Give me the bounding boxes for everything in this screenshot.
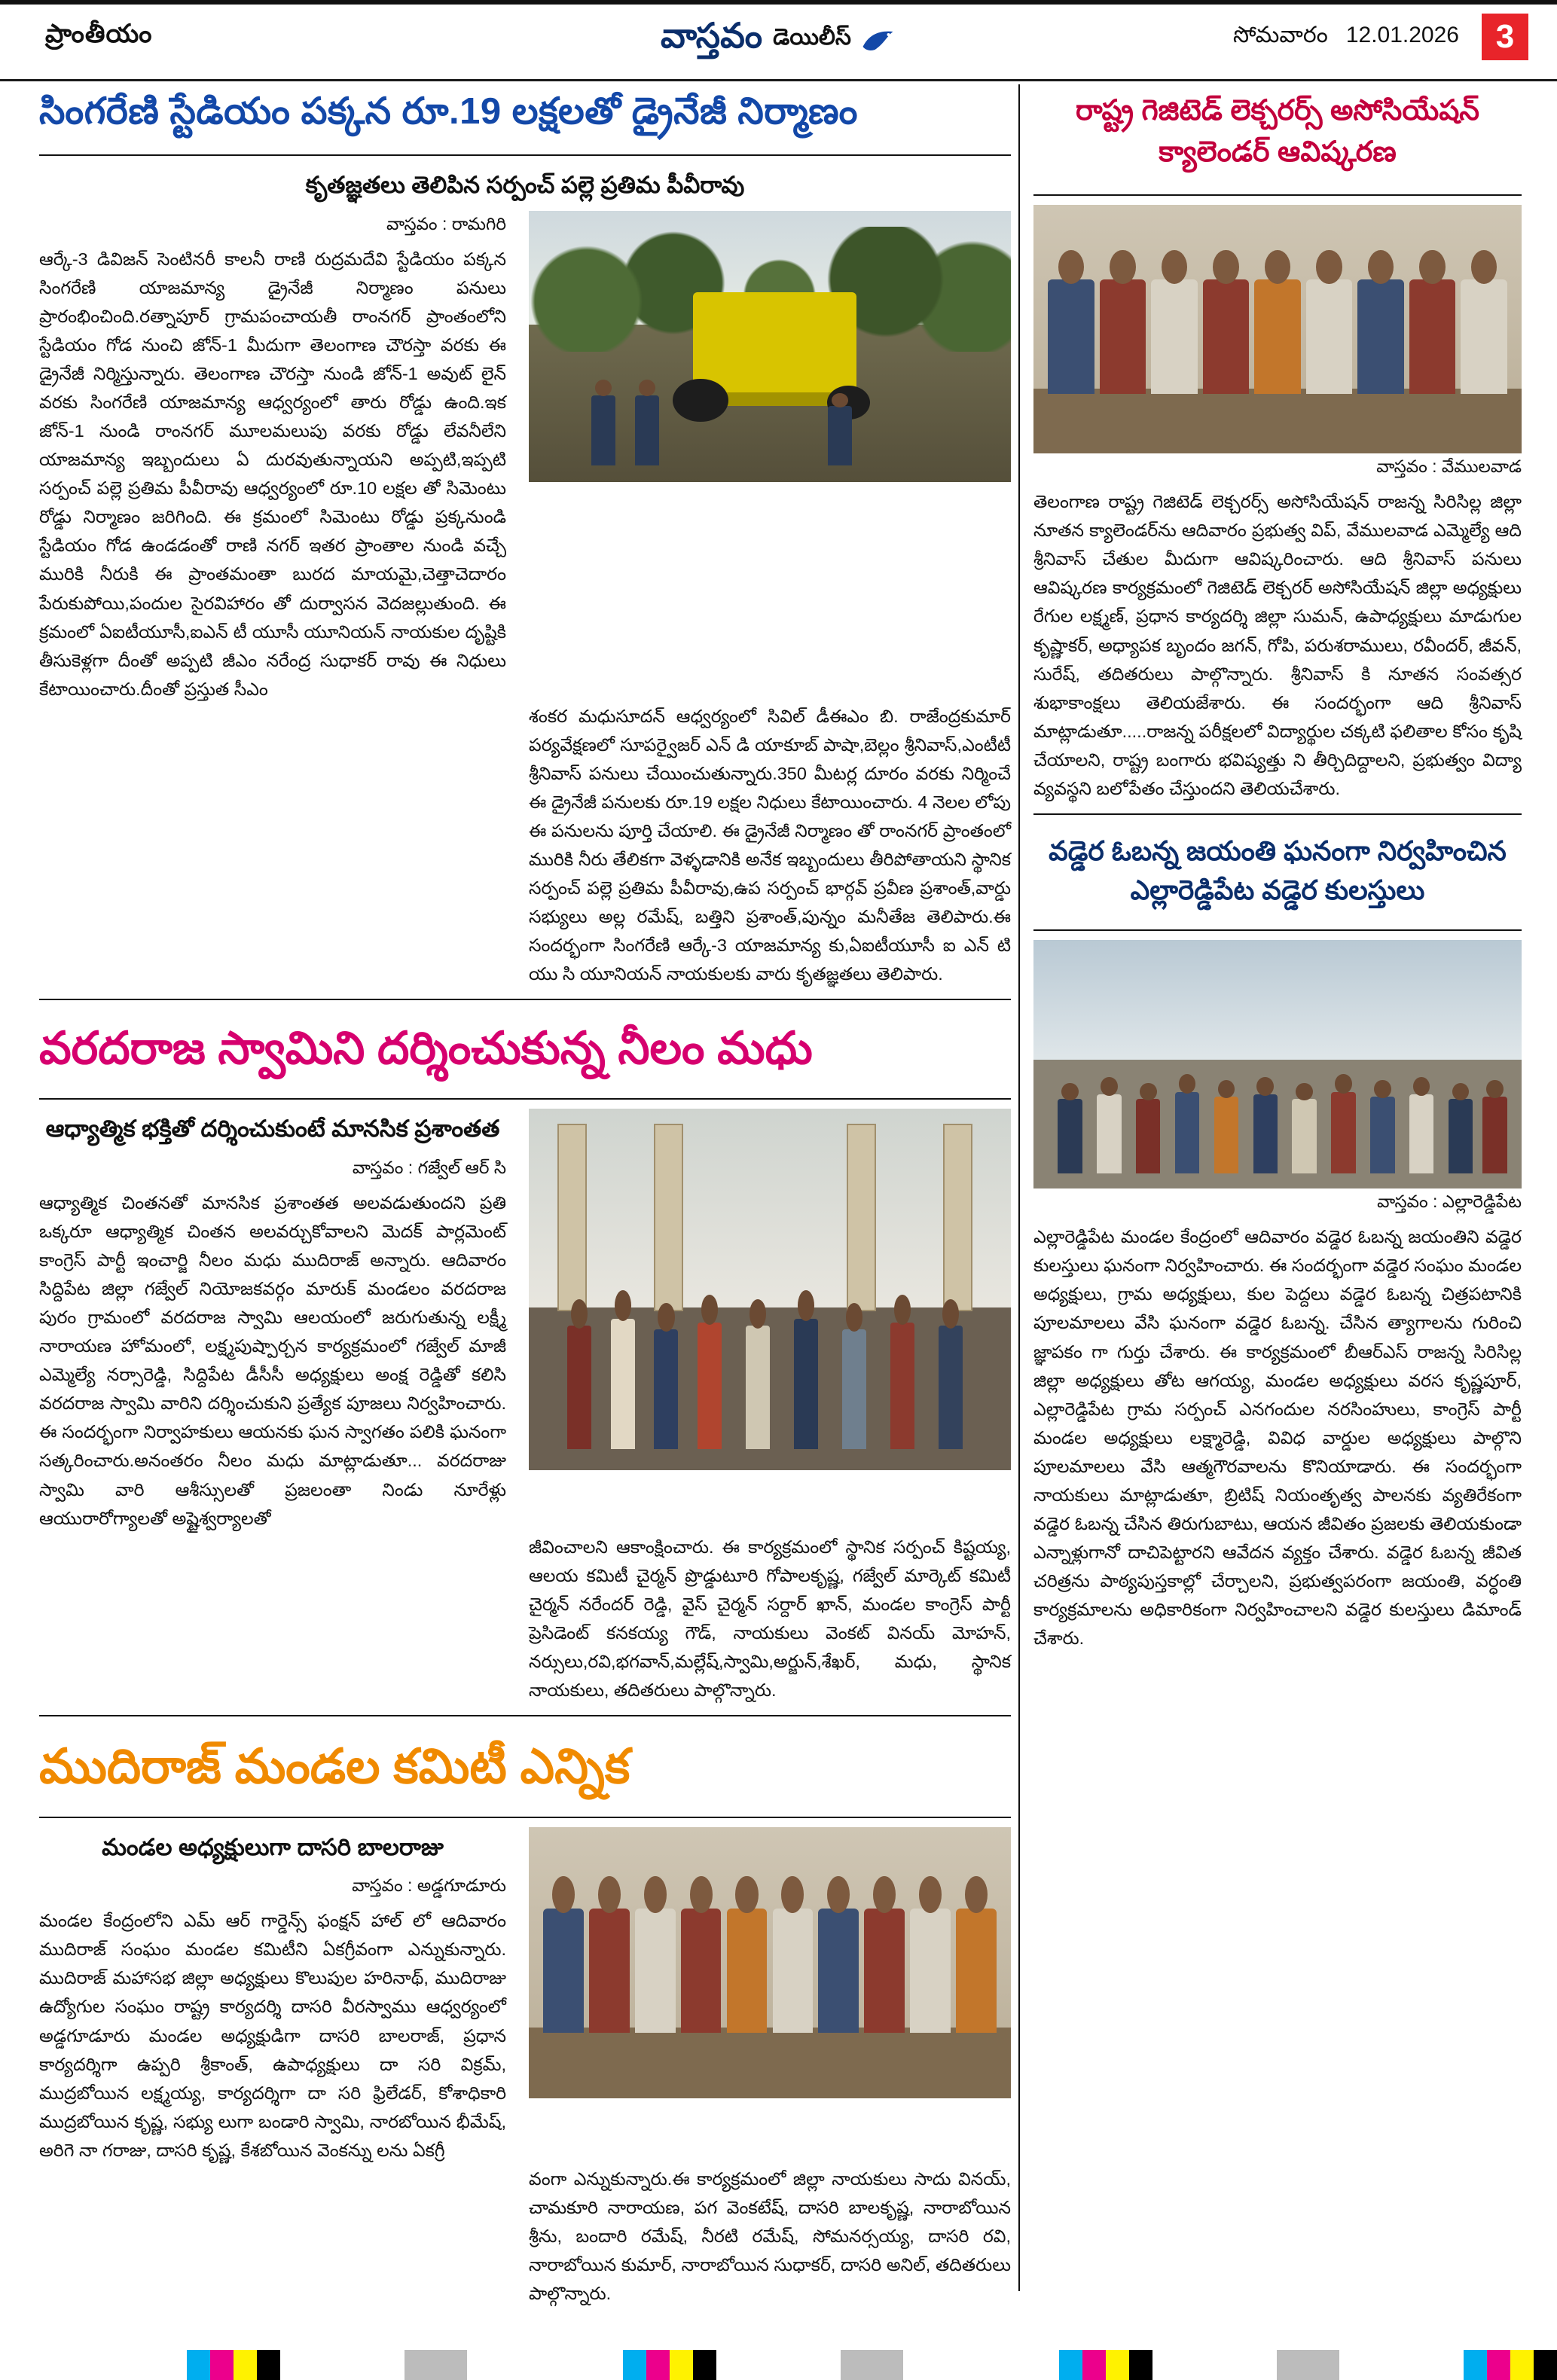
paper-subtitle: డెయిలీస్ xyxy=(773,24,851,50)
article-varadaraja-byline: వాస్తవం : గజ్వేల్ ఆర్ సి xyxy=(352,1157,506,1177)
right-column xyxy=(1033,84,1522,1652)
rule xyxy=(39,999,1011,1000)
paper-title: వాస్తవం xyxy=(661,16,763,55)
article-calendar-headline: రాష్ట్ర గెజిటెడ్ లెక్చరర్స్ అసోసియేషన్ క్యాలెండర్ ఆవిష్కరణ xyxy=(1076,95,1479,169)
article-obanna-body: ఎల్లారెడ్డిపేట మండల కేంద్రంలో ఆదివారం వడ్డెర ఓబన్న జయంతిని వడ్డెర కులస్తులు ఘనంగా నిర్వహించారు. ఈ సందర్భంగా వడ్డెర సంఘం మండల అధ్యక్షులు, గ్రామ అధ్యక్షులు, కుల పెద్దలు వడ్డెర ఓబన్న చిత్రపటానికి పూలమాలలు వేసి ఘనంగా వడ్డెర ఓబన్న. చేసిన త్యాగాలను గురించి జ్ఞాపకం గా గుర్తు చేశారు. ఈ కార్యక్రమంలో బీఆర్ఎస్ రాజన్న సిరిసిల్ల జిల్లా అధ్యక్షులు తోట ఆగయ్య, మండల అధ్యక్షులు వరస కృష్ణపూర్, ఎల్లారెడ్డిపేట గ్రామ సర్పంచ్ ఎనగందుల నరసింహులు, కాంగ్రెస్ పార్టీ మండల అధ్యక్షులు లక్ష్మారెడ్డి, వివిధ వార్డుల అధ్యక్షులు పాల్గొని పూలమాలలు వేసి ఆత్మగౌరవాలను కొనియాడారు. ఈ సందర్భంగా నాయకులు మాట్లాడుతూ, బ్రిటిష్ నియంతృత్వ పాలనకు వ్యతిరేకంగా వడ్డెర ఓబన్న చేసిన తిరుగుబాటు, ఆయన జీవితం ప్రజలకు తెలియకుండా ఎన్నాళ్లుగానో దాచిపెట్టారని ఆవేదన వ్యక్తం చేశారు. వడ్డెర ఓబన్న జీవిత చరిత్రను పాఠ్యపుస్తకాల్లో చేర్చాలని, ప్రభుత్వపరంగా జయంతి, వర్ధంతి కార్యక్రమాలను అధికారికంగా నిర్వహించాలని వడ్డెర కులస్తులు డిమాండ్ చేశారు. xyxy=(1033,1227,1522,1649)
article-calendar-release xyxy=(1033,84,1522,803)
obanna-jayanti-group-photo xyxy=(1033,940,1522,1188)
rule xyxy=(39,1098,1011,1100)
mudiraj-committee-photo xyxy=(529,1827,1011,2098)
weekday-label: సోమవారం xyxy=(1233,23,1328,47)
date-label: 12.01.2026 xyxy=(1345,23,1459,47)
article-drainage-byline: వాస్తవం : రామగిరి xyxy=(386,213,506,233)
article-drainage-headline: సింగరేణి స్టేడియం పక్కన రూ.19 లక్షలతో డ్రైనేజీ నిర్మాణం xyxy=(39,91,858,132)
article-varadaraja-headline: వరదరాజ స్వామిని దర్శించుకున్న నీలం మధు xyxy=(39,1023,813,1074)
print-registration-colorbar xyxy=(0,2350,1557,2380)
rule xyxy=(1033,929,1522,931)
column-divider xyxy=(1018,84,1020,2291)
article-varadaraja-body-1: ఆధ్యాత్మిక చింతనతో మానసిక ప్రశాంతత అలవడుతుందని ప్రతి ఒక్కరూ ఆధ్యాత్మిక చింతన అలవర్చుకోవాలని మెదక్ పార్లమెంట్ కాంగ్రెస్ పార్టీ ఇంచార్జి నీలం మధు ముదిరాజ్ అన్నారు. ఆదివారం సిద్దిపేట జిల్లా గజ్వేల్ నియోజకవర్గం మారుక్ మండలం వరదరాజ పురం గ్రామంలో వరదరాజ స్వామి ఆలయంలో జరుగుతున్న లక్ష్మీ నారాయణ హోమంలో, లక్ష్మపుష్పార్చన కార్యక్రమంలో గజ్వేల్ మాజీ ఎమ్మెల్యే నర్సారెడ్డి, సిద్దిపేట డీసీసీ అధ్యక్షులు అంక్ష రెడ్డితో కలిసి వరదరాజ స్వామి వారిని దర్శించుకుని ప్రత్యేక పూజలు నిర్వహించారు. ఈ సందర్భంగా నిర్వాహకులు ఆయనకు ఘన స్వాగతం పలికి ఘనంగా సత్కరించారు.అనంతరం నీలం మధు మాట్లాడుతూ... వరదరాజు స్వామి వారి ఆశీస్సులతో ప్రజలంతా నిండు నూరేళ్లు ఆయురారోగ్యాలతో అష్టైశ్వర్యాలతో xyxy=(39,1192,506,1528)
article-mudiraj-body-2: వంగా ఎన్నుకున్నారు.ఈ కార్యక్రమంలో జిల్లా నాయకులు సాదు వినయ్, చామకూరి నారాయణ, పగ వెంకటేష్, దాసరి బాలకృష్ణ, నారాబోయిన శ్రీను, బందారి రమేష్, నీరటి రమేష్, సోమనర్సయ్య, దాసరి రవి, నారాబోయిన కుమార్, నారాబోయిన సుధాకర్, దాసరి అనిల్, తదితరులు పాల్గొన్నారు. xyxy=(529,2168,1011,2304)
article-obanna-byline: వాస్తవం : ఎల్లారెడ్డిపేట xyxy=(1377,1192,1522,1212)
article-drainage-subhead: కృతజ్ఞతలు తెలిపిన సర్పంచ్ పల్లె ప్రతిమ పీవీరావు xyxy=(305,172,745,199)
article-mudiraj-body-1: మండల కేంద్రంలోని ఎమ్ ఆర్ గార్డెన్స్ ఫంక్షన్ హాల్ లో ఆదివారం ముదిరాజ్ సంఘం మండల కమిటీని ఏకగ్రీవంగా ఎన్నుకున్నారు. ముదిరాజ్ మహాసభ జిల్లా అధ్యక్షులు కొలుపుల హరినాథ్, ముదిరాజు ఉద్యోగుల సంఘం రాష్ట్ర కార్యదర్శి దాసరి వీరస్వాము ఆధ్వర్యంలో అడ్డగూడూరు మండల అధ్యక్షుడిగా దాసరి బాలరాజ్, ప్రధాన కార్యదర్శిగా ఉప్పరి శ్రీకాంత్, ఉపాధ్యక్షులు దా సరి విక్రమ్, ముద్రబోయిన లక్ష్మయ్య, కార్యదర్శిగా దా సరి ఫ్రిలేడర్, కోశాధికారి ముద్రబోయిన కృష్ణ, సభ్యు లుగా బండారి స్వామి, నారబోయిన భీమేష్, అరిగె నా గరాజు, దాసరి కృష్ణ, కేశబోయిన వెంకన్ను లను ఏకగ్రీ xyxy=(39,1911,506,2160)
masthead xyxy=(0,0,1557,81)
calendar-release-group-photo xyxy=(1033,205,1522,453)
article-mudiraj-byline: వాస్తవం : అడ్డగూడూరు xyxy=(352,1875,506,1896)
section-label: ప్రాంతీయం xyxy=(45,20,153,48)
article-drainage-body-2: శంకర మధుసూదన్ ఆధ్వర్యంలో సివిల్ డీఈఎం బి. రాజేంద్రకుమార్ పర్యవేక్షణలో సూపర్వైజర్ ఎన్ డి యాకూబ్ పాషా,బెల్లం శ్రీనివాస్,ఎంటీటీ శ్రీనివాస్ పనులు చేయించుతున్నారు.350 మీటర్ల దూరం వరకు నిర్మించే ఈ డ్రైనేజీ పనులకు రూ.19 లక్షల నిధులు కేటాయించారు. 4 నెలల లోపు ఈ పనులను పూర్తి చేయాలి. ఈ డ్రైనేజీ నిర్మాణం తో రాంనగర్ ప్రాంతంలో మురికి నీరు తేలికగా వెళ్ళడానికి అనేక ఇబ్బందులు తీరిపోతాయని స్థానిక సర్పంచ్ పల్లె ప్రతిమ పీవీరావు,ఉప సర్పంచ్ భార్గవ్ ప్రవీణ ప్రశాంత్,వార్డు సభ్యులు అల్ల రమేష్, బత్తిని ప్రశాంత్,పున్నం మనీతేజ తెలిపారు.ఈ సందర్భంగా సింగరేణి ఆర్కే-3 యాజమాన్య కు,ఏఐటీయూసీ ఐ ఎన్ టి యు సి యూనియన్ నాయకులకు వారు కృతజ్ఞతలు తెలిపారు. xyxy=(529,706,1011,984)
article-obanna-headline: వడ్డెర ఓబన్న జయంతి ఘనంగా నిర్వహించిన ఎల్లారెడ్డిపేట వడ్డెర కులస్తులు xyxy=(1049,835,1507,906)
article-drainage xyxy=(39,84,1011,988)
page-content xyxy=(0,84,1557,2304)
article-obanna-jayanti xyxy=(1033,824,1522,1652)
article-varadaraja-body-2: జీవించాలని ఆకాంక్షించారు. ఈ కార్యక్రమంలో స్థానిక సర్పంచ్ కిష్టయ్య, ఆలయ కమిటీ చైర్మన్ ప్రొడ్డుటూరి గోపాలకృష్ణ, గజ్వేల్ మార్కెట్ కమిటీ చైర్మన్ నరేందర్ రెడ్డి, వైస్ చైర్మన్ సర్దార్ ఖాన్, మండల కాంగ్రెస్ పార్టీ ప్రెసిడెంట్ కనకయ్య గౌడ్, నాయకులు వెంకట్ వినయ్ మోహన్, నర్సులు,రవి,భగవాన్,మల్లేష్,స్వామి,అర్జున్,శేఖర్, మధు, స్థానిక నాయకులు, తదితరులు పాల్గొన్నారు. xyxy=(529,1536,1011,1700)
drainage-construction-photo xyxy=(529,211,1011,482)
article-mudiraj xyxy=(39,1726,1011,2308)
article-drainage-body-1: ఆర్కే-3 డివిజన్ సెంటినరీ కాలనీ రాణి రుద్రమదేవి స్టేడియం పక్కన సింగరేణి యాజమాన్య డ్రైనేజీ నిర్మాణం పనులు ప్రారంభించింది.రత్నాపూర్ గ్రామపంచాయతీ రాంనగర్ ప్రాంతంలోని స్టేడియం గోడ నుంచి జోన్-1 మీదుగా తెలంగాణ చౌరస్తా వరకు ఈ డ్రైనేజీ నిర్మిస్తున్నారు. తెలంగాణ చౌరస్తా నుండి జోన్-1 అవుట్ లైన్ వరకు సింగరేణి యాజమాన్య ఆధ్వర్యంలో తారు రోడ్డు ఉంది.ఇక జోన్-1 నుండి రాంనగర్ మూలమలుపు వరకు రోడ్డు లేవనీలేని యాజమాన్య ఇబ్బందులు ఏ దురవుతున్నాయని అప్పటి,ఇప్పటి సర్పంచ్ పల్లె ప్రతిమ పీవీరావు ఆధ్వర్యంలో రూ.10 లక్షల తో సిమెంటు రోడ్డు నిర్మాణం జరిగింది. ఈ క్రమంలో సిమెంటు రోడ్డు ప్రక్కనుండి స్టేడియం గోడ ఉండడంతో రాణి నగర్ ఇతర ప్రాంతాల నుండి వచ్చే మురికి నీరుకి ఈ ప్రాంతమంతా బురద మాయమై,చెత్తాచెదారం పేరుకుపోయి,పందుల సైరవిహారం తో దుర్వాసన వెదజల్లుతుంది. ఈ క్రమంలో ఏఐటీయూసీ,ఐఎన్ టీ యూసీ యూనియన్ నాయకుల దృష్టికి తీసుకెళ్లగా దీంతో అప్పటి జీఎం నరేంద్ర సుధాకర్ రావు ఈ నిధులు కేటాయించారు.దీంతో ప్రస్తుత సీఎం xyxy=(39,249,506,699)
article-mudiraj-subhead: మండల అధ్యక్షులుగా దాసరి బాలరాజు xyxy=(102,1833,444,1860)
rule xyxy=(39,1715,1011,1716)
article-mudiraj-headline: ముదిరాజ్ మండల కమిటీ ఎన్నిక xyxy=(39,1739,630,1793)
page-number-badge: 3 xyxy=(1482,14,1528,60)
masthead-top-rule xyxy=(0,0,1557,5)
date-block xyxy=(1233,23,1459,53)
rule xyxy=(1033,813,1522,815)
rule xyxy=(39,1817,1011,1818)
article-varadaraja xyxy=(39,1009,1011,1704)
paper-title-block xyxy=(661,15,896,65)
temple-darshan-photo xyxy=(529,1109,1011,1470)
bird-icon xyxy=(862,27,896,53)
article-calendar-byline: వాస్తవం : వేములవాడ xyxy=(1376,456,1522,477)
rule xyxy=(39,154,1011,156)
rule xyxy=(1033,194,1522,196)
article-varadaraja-subhead: ఆధ్యాత్మిక భక్తితో దర్శించుకుంటే మానసిక ప్రశాంతత xyxy=(45,1115,500,1143)
article-calendar-body: తెలంగాణ రాష్ట్ర గెజిటెడ్ లెక్చరర్స్ అసోసియేషన్ రాజన్న సిరిసిల్ల జిల్లా నూతన క్యాలెండర్‌ను ఆదివారం ప్రభుత్వ విప్, వేములవాడ ఎమ్మెల్యే ఆది శ్రీనివాస్ చేతుల మీదుగా ఆవిష్కరించారు. ఆది శ్రీనివాస్ పనులు ఆవిష్కరణ కార్యక్రమంలో గెజిటెడ్ లెక్చరర్ అసోసియేషన్ జిల్లా అధ్యక్షులు రేగుల లక్ష్మణ్, ప్రధాన కార్యదర్శి జిల్లా సుమన్, ఉపాధ్యక్షులు మాడుగుల కృష్ణాకర్, అధ్యాపక బృందం జగన్, గోపి, పరుశరాములు, రవీందర్, జీవన్, సురేష్, తదితరులు పాల్గొన్నారు. శ్రీనివాస్ కి నూతన సంవత్సర శుభాకాంక్షలు తెలియజేశారు. ఈ సందర్భంగా ఆది శ్రీనివాస్ మాట్లాడుతూ.....రాజన్న పరీక్షలలో విద్యార్థుల చక్కటి ఫలితాల కోసం కృషి చేయాలని, రాష్ట్ర బంగారు భవిష్యత్తు ని తీర్చిదిద్దాలని, ప్రభుత్వం విద్యా వ్యవస్థని బలోపేతం చేస్తుందని తెలియచేశారు. xyxy=(1033,492,1522,798)
left-column xyxy=(39,84,1011,2308)
